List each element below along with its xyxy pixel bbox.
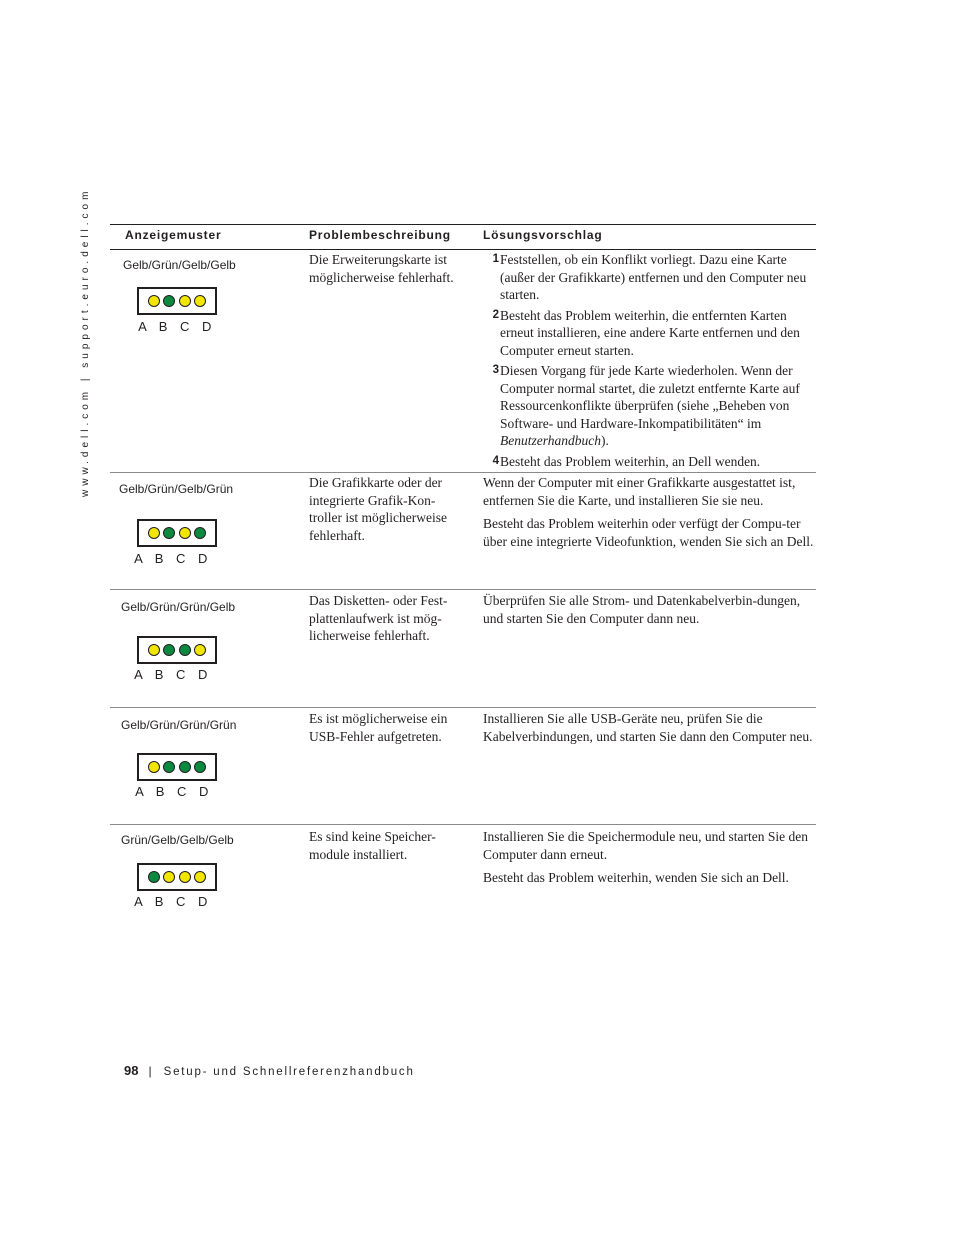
led-d bbox=[194, 644, 206, 656]
step-number: 2 bbox=[492, 308, 499, 321]
pattern-label: Gelb/Grün/Gelb/Gelb bbox=[123, 258, 236, 272]
led-a bbox=[148, 295, 160, 307]
led-a bbox=[148, 527, 160, 539]
manual-title: Benutzerhandbuch bbox=[500, 433, 601, 448]
solution-text bbox=[483, 828, 815, 893]
footer-separator: | bbox=[148, 1064, 152, 1078]
solution-step bbox=[483, 251, 815, 304]
header-solution: Lösungsvorschlag bbox=[483, 228, 603, 242]
solution-text bbox=[483, 710, 815, 751]
pattern-label: Grün/Gelb/Gelb/Gelb bbox=[121, 833, 234, 847]
solution-paragraph: Wenn der Computer mit einer Grafikkarte ausgestattet ist, entfernen Sie die Karte, und installieren Sie sie neu. bbox=[483, 475, 796, 508]
led-indicator bbox=[137, 519, 217, 547]
problem-description: Das Disketten- oder Fest-plattenlaufwerk ist mög-licherweise fehlerhaft. bbox=[309, 593, 448, 643]
page-footer bbox=[124, 1063, 415, 1078]
led-indicator bbox=[137, 863, 217, 891]
solution-paragraph: Installieren Sie alle USB-Geräte neu, prüfen Sie die Kabelverbindungen, und starten Sie dann den Computer neu. bbox=[483, 711, 813, 744]
solution-step bbox=[483, 362, 815, 450]
problem-description: Es sind keine Speicher-module installiert. bbox=[309, 829, 436, 862]
step-number: 3 bbox=[492, 364, 499, 376]
led-c bbox=[179, 644, 191, 656]
led-letters: A B C D bbox=[135, 784, 213, 799]
step-text: Feststellen, ob ein Konflikt vorliegt. Dazu eine Karte (außer der Grafikkarte) entfernen und den Computer neu starten. bbox=[500, 252, 807, 302]
header-pattern: Anzeigemuster bbox=[125, 228, 222, 242]
led-d bbox=[194, 295, 206, 307]
led-b bbox=[163, 644, 175, 656]
led-a bbox=[148, 761, 160, 773]
pattern-label: Gelb/Grün/Grün/Gelb bbox=[121, 600, 236, 614]
led-letters: A B C D bbox=[134, 551, 212, 566]
step-text-after: ). bbox=[601, 433, 609, 448]
step-text-before: Diesen Vorgang für jede Karte wiederholen. Wenn der Computer normal startet, die zuletzt entfernte Karte auf Ressourcenkonflikte überprüfen (siehe „Beheben von Software- und Hardware-Inkompatibilitäten“ im bbox=[500, 363, 800, 431]
row-divider bbox=[110, 707, 816, 708]
led-b bbox=[163, 761, 175, 773]
solution-text bbox=[483, 474, 815, 556]
led-indicator bbox=[137, 287, 217, 315]
step-text bbox=[500, 362, 815, 450]
step-number: 4 bbox=[492, 454, 499, 467]
led-b bbox=[163, 295, 175, 307]
header-description: Problembeschreibung bbox=[309, 228, 451, 242]
solution-steps bbox=[483, 251, 815, 473]
led-letters: A B C D bbox=[134, 894, 212, 909]
header-bottom-rule bbox=[110, 249, 816, 250]
row-divider bbox=[110, 824, 816, 825]
manual-name: Setup- und Schnellreferenzhandbuch bbox=[163, 1066, 415, 1078]
solution-paragraph: Besteht das Problem weiterhin, wenden Sie sich an Dell. bbox=[483, 870, 789, 885]
led-indicator bbox=[137, 753, 217, 781]
led-indicator bbox=[137, 636, 217, 664]
led-b bbox=[163, 871, 175, 883]
pattern-label: Gelb/Grün/Gelb/Grün bbox=[119, 482, 234, 496]
led-c bbox=[179, 295, 191, 307]
solution-step bbox=[483, 453, 815, 471]
led-c bbox=[179, 871, 191, 883]
problem-description: Die Grafikkarte oder der integrierte Grafik-Kon-troller ist möglicherweise fehlerhaft. bbox=[309, 475, 447, 543]
led-c bbox=[179, 527, 191, 539]
led-a bbox=[148, 644, 160, 656]
pattern-label: Gelb/Grün/Grün/Grün bbox=[121, 718, 237, 732]
led-d bbox=[194, 871, 206, 883]
led-d bbox=[194, 761, 206, 773]
led-b bbox=[163, 527, 175, 539]
solution-paragraph: Installieren Sie die Speichermodule neu, und starten Sie den Computer dann erneut. bbox=[483, 829, 809, 862]
led-d bbox=[194, 527, 206, 539]
side-url: www.dell.com | support.euro.dell.com bbox=[80, 187, 91, 497]
problem-description: Es ist möglicherweise ein USB-Fehler aufgetreten. bbox=[309, 711, 448, 744]
header-top-rule bbox=[110, 224, 816, 225]
led-a bbox=[148, 871, 160, 883]
solution-paragraph: Besteht das Problem weiterhin oder verfügt der Compu-ter über eine integrierte Videofunktion, wenden Sie sich an Dell. bbox=[483, 516, 814, 549]
step-number: 1 bbox=[492, 253, 499, 265]
row-divider bbox=[110, 472, 816, 473]
page-number: 98 bbox=[124, 1063, 139, 1078]
led-letters: A B C D bbox=[134, 667, 212, 682]
row-divider bbox=[110, 589, 816, 590]
step-text: Besteht das Problem weiterhin, an Dell wenden. bbox=[500, 453, 761, 469]
led-letters: A B C D bbox=[138, 319, 216, 334]
solution-text bbox=[483, 592, 815, 633]
led-c bbox=[179, 761, 191, 773]
step-text: Besteht das Problem weiterhin, die entfernten Karten erneut installieren, eine andere Karte entfernen und den Computer erneut starten. bbox=[500, 307, 800, 358]
solution-step bbox=[483, 307, 815, 360]
problem-description: Die Erweiterungskarte ist möglicherweise fehlerhaft. bbox=[309, 252, 454, 285]
solution-paragraph: Überprüfen Sie alle Strom- und Datenkabelverbin-dungen, und starten Sie den Computer dann neu. bbox=[483, 593, 801, 626]
